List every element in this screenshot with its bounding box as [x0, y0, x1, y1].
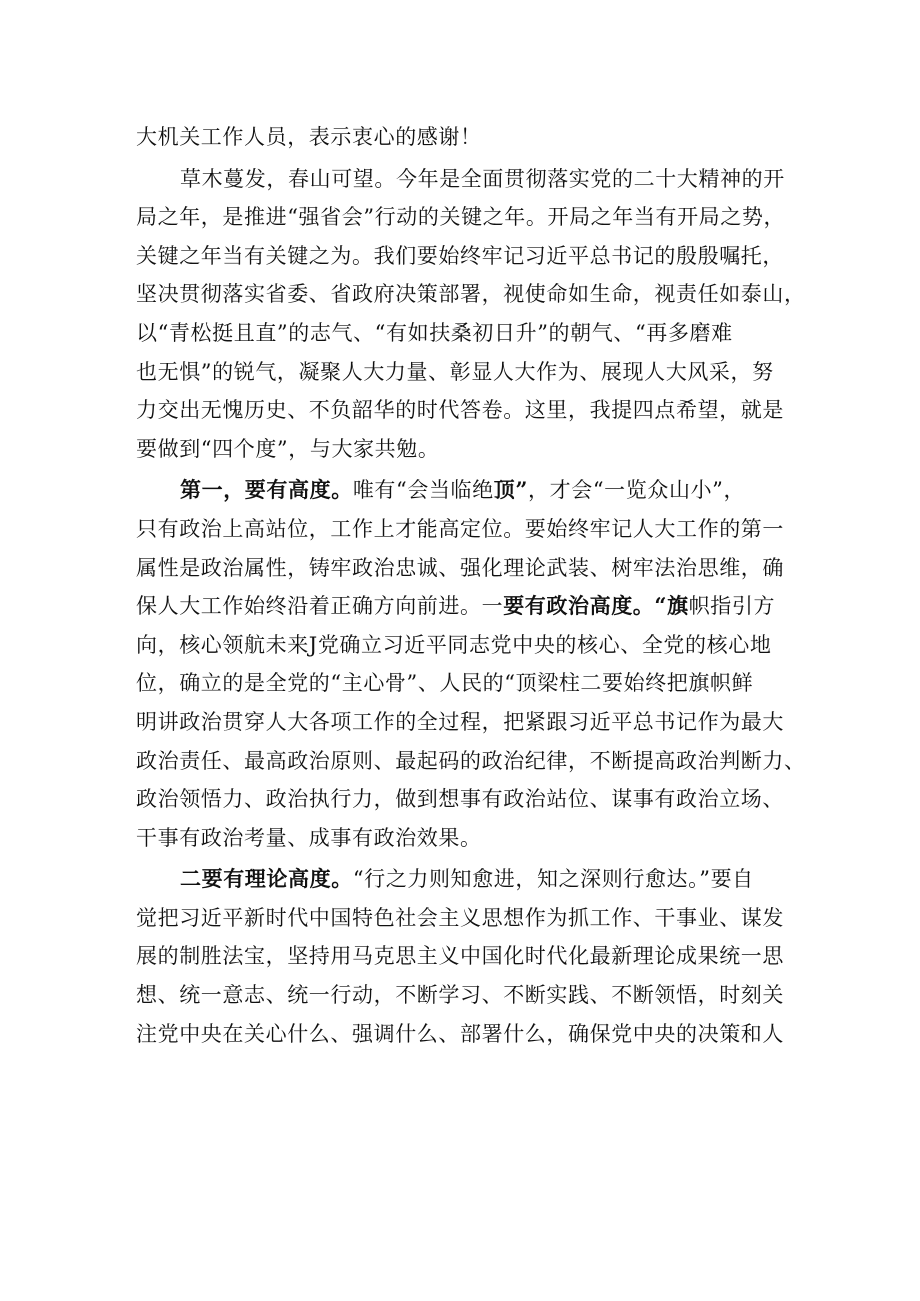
paragraph-intro [136, 160, 806, 469]
subsection-heading: 要有政治高度。“旗 [503, 593, 689, 619]
text-line: 向，核心领航未来J党确立习近平同志党中央的核心、全党的核心地 [136, 632, 772, 657]
text-line: 只有政治上高站位，工作上才能高定位。要始终牢记人大工作的第一 [136, 516, 784, 541]
text-line: 关键之年当有关键之为。我们要始终牢记习近平总书记的殷殷嘱托， [136, 243, 784, 268]
text-run: 保人大工作始终沿着正确方向前进。一 [136, 594, 504, 619]
text-run: ，才会“一览众山小”， [528, 478, 746, 503]
text-line: 注党中央在关心什么、强调什么、部署什么，确保党中央的决策和人 [136, 1021, 784, 1046]
text-run: 帜指引方 [688, 594, 776, 619]
text-line: 坚决贯彻落实省委、省政府决策部署，视使命如生命，视责任如泰山， [136, 282, 806, 307]
text-line: 位，确立的是全党的“主心骨”、人民的“顶梁柱二要始终把旗帜鲜 [136, 671, 754, 696]
text-line [136, 860, 792, 899]
text-run: 唯有“会当临绝 [352, 478, 494, 503]
text-line: 力交出无愧历史、不负韶华的时代答卷。这里，我提四点希望，就是 [136, 398, 784, 423]
text-run: “行之力则知愈进，知之深则行愈达。”要自 [352, 867, 754, 892]
document-page [136, 118, 806, 1053]
text-line [136, 587, 792, 626]
paragraph-theory-height [136, 860, 792, 1053]
section-heading: 第一，要有高度。 [180, 477, 353, 503]
text-line: 明讲政治贯穿人大各项工作的全过程，把紧跟习近平总书记作为最大 [136, 709, 784, 734]
text-line: 要做到“四个度”，与大家共勉。 [136, 436, 440, 461]
subsection-heading: 二要有理论高度。 [180, 866, 353, 892]
text-line: 展的制胜法宝，坚持用马克思主义中国化时代化最新理论成果统一思 [136, 944, 784, 969]
text-line: 觉把习近平新时代中国特色社会主义思想作为抓工作、干事业、谋发 [136, 905, 784, 930]
text-line: 想、统一意志、统一行动，不断学习、不断实践、不断领悟，时刻关 [136, 983, 784, 1008]
text-line: 草木蔓发，春山可望。今年是全面贯彻落实党的二十大精神的开 [180, 166, 785, 191]
text-line: 以“青松挺且直”的志气、“有如扶桑初日升”的朝气、“再多磨难 [136, 320, 733, 345]
text-line: 政治责任、最高政治原则、最起码的政治纪律，不断提高政治判断力、 [136, 748, 806, 773]
text-line [136, 471, 792, 510]
paragraph-thanks [136, 118, 792, 157]
paragraph-first-height [136, 471, 806, 857]
text-line: 干事有政治考量、成事有政治效果。 [136, 825, 482, 850]
text-line: 大机关工作人员，表示衷心的感谢！ [136, 125, 482, 149]
text-line: 也无惧”的锐气，凝聚人大力量、彰显人大作为、展现人大风采，努 [136, 359, 774, 384]
text-line: 政治领悟力、政治执行力，做到想事有政治站位、谋事有政治立场、 [136, 787, 784, 812]
text-line: 局之年，是推进“强省会”行动的关键之年。开局之年当有开局之势， [136, 205, 786, 230]
bold-run: 顶” [493, 477, 529, 503]
text-line: 属性是政治属性，铸牢政治忠诚、强化理论武装、树牢法治思维，确 [136, 555, 784, 580]
